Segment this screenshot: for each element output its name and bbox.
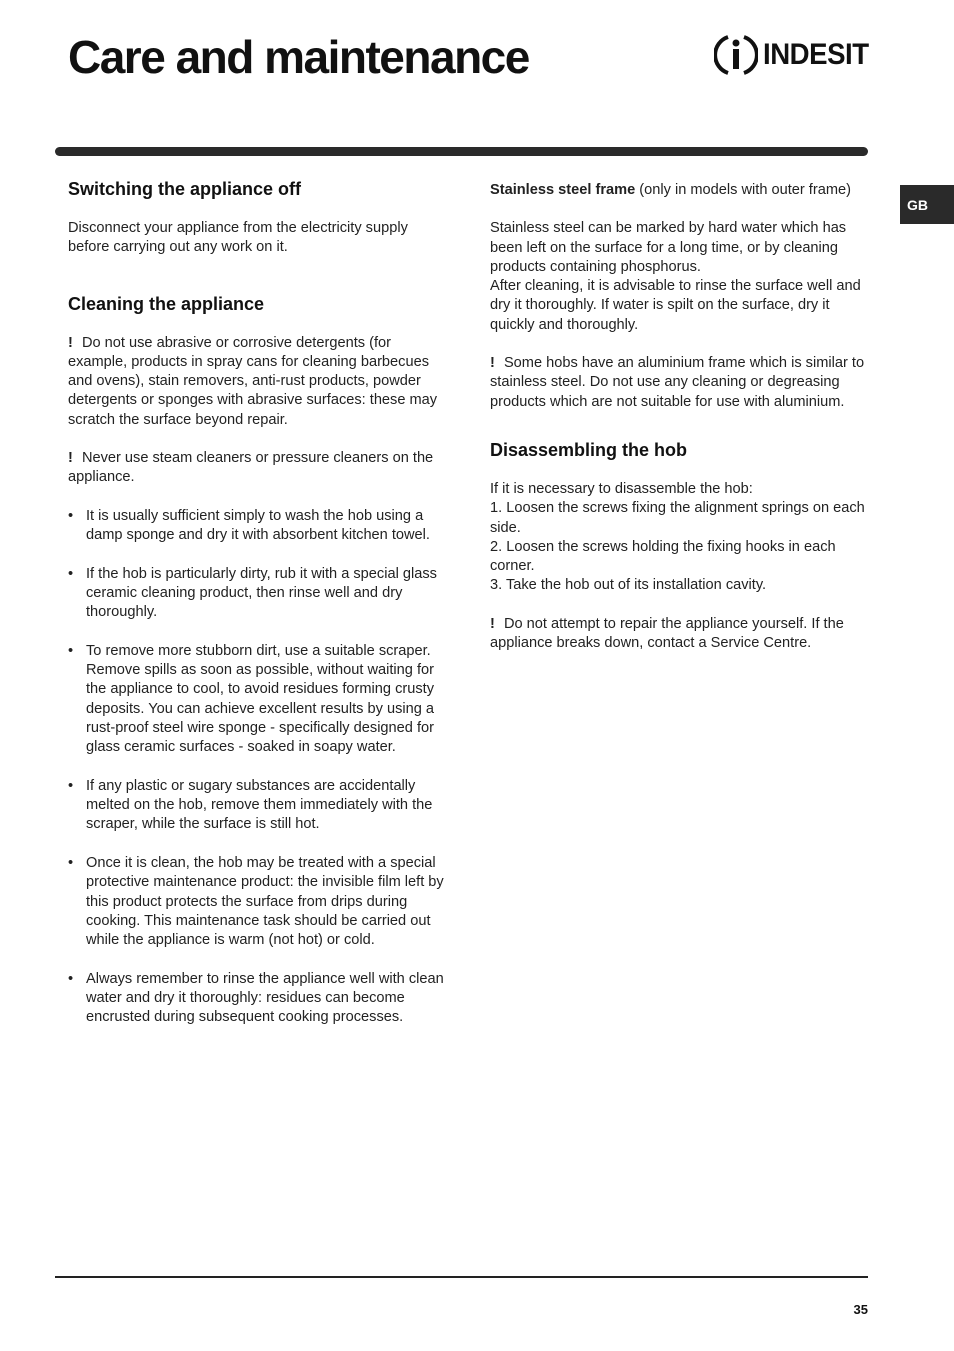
list-item-text: If the hob is particularly dirty, rub it with a special glass ceramic cleaning product, then rinse well and dry thoroughly. <box>86 565 437 621</box>
disassembling-intro: If it is necessary to disassemble the hob: <box>490 480 753 497</box>
list-item <box>68 565 444 623</box>
brand-logo <box>714 33 870 77</box>
list-item-text: To remove more stubborn dirt, use a suitable scraper. Remove spills as soon as possible, without waiting for the appliance to cool, to avoid residues forming crusty deposits. You can achieve excellent results by using a rust-proof steel wire sponge - specifically designed for glass ceramic surfaces - soaked in soapy water. <box>86 642 435 756</box>
list-item <box>68 507 444 546</box>
bullet-mark: • <box>68 855 74 872</box>
stainless-steel-text-2: After cleaning, it is advisable to rinse the surface well and dry it thoroughly. If water is spilt on the surface, dry it quickly and thoroughly. <box>490 278 861 333</box>
disassembling-step: 2. Loosen the screws holding the fixing hooks in each corner. <box>490 538 836 575</box>
list-item <box>68 777 444 835</box>
footer-rule <box>55 1276 868 1278</box>
list-item-text: Once it is clean, the hob may be treated with a special protective maintenance product: the invisible film left by this product protects the surface from drips during cooking. This maintenance task should be carried out while the appliance is warm (not hot) or cold. <box>86 855 444 949</box>
warning-mark: ! <box>68 334 73 351</box>
page-number: 35 <box>853 1302 868 1317</box>
stainless-steel-label: Stainless steel frame <box>490 182 636 198</box>
section-heading-switching-off: Switching the appliance off <box>68 179 302 199</box>
bullet-mark: • <box>68 565 74 582</box>
language-tab: GB <box>900 185 954 224</box>
section-heading-cleaning: Cleaning the appliance <box>68 293 265 314</box>
cleaning-warning-1 <box>68 334 444 430</box>
list-item-text: It is usually sufficient simply to wash the hob using a damp sponge and dry it with absorbent kitchen towel. <box>86 507 430 543</box>
repair-warning <box>490 615 870 654</box>
aluminium-warning <box>490 354 870 412</box>
stainless-steel-intro <box>490 181 870 200</box>
list-item-text: Always remember to rinse the appliance well with clean water and dry it thoroughly: residues can become encrusted during subsequent cooking processes. <box>86 970 444 1026</box>
repair-warning-text: Do not attempt to repair the appliance yourself. If the appliance breaks down, contact a Service Centre. <box>490 615 844 652</box>
page-title: Care and maintenance <box>68 31 529 83</box>
bullet-mark: • <box>68 777 74 794</box>
warning-mark: ! <box>490 615 495 632</box>
disassembling-step: 1. Loosen the screws fixing the alignment springs on each side. <box>490 500 865 536</box>
header-rule <box>55 147 868 156</box>
left-column <box>68 178 444 1047</box>
bullet-mark: • <box>68 642 74 659</box>
warning-mark: ! <box>490 355 495 372</box>
aluminium-warning-text: Some hobs have an aluminium frame which is similar to stainless steel. Do not use any cleaning or degreasing products which are not suitable for use with aluminium. <box>490 355 865 410</box>
section-heading-disassembling: Disassembling the hob <box>490 439 688 460</box>
bullet-mark: • <box>68 970 74 987</box>
brand-name: INDESIT <box>763 38 869 71</box>
list-item <box>68 854 444 950</box>
disassembling-step: 3. Take the hob out of its installation cavity. <box>490 577 767 594</box>
right-column <box>490 181 870 653</box>
cleaning-warning-2-text: Never use steam cleaners or pressure cleaners on the appliance. <box>68 450 434 486</box>
indesit-logo-icon <box>714 33 758 77</box>
bullet-mark: • <box>68 507 74 524</box>
switching-off-text: Disconnect your appliance from the electricity supply before carrying out any work on it. <box>68 220 408 256</box>
cleaning-bullet-list <box>68 507 444 1028</box>
cleaning-warning-1-text: Do not use abrasive or corrosive detergents (for example, products in spray cans for cleaning barbecues and ovens), stain removers, anti-rust products, powder detergents or sponges with abrasive surfaces: these may scratch the surface beyond repair. <box>68 334 438 428</box>
list-item-text: If any plastic or sugary substances are accidentally melted on the hob, remove them immediately with the scraper, while the surface is still hot. <box>86 777 433 833</box>
cleaning-warning-2 <box>68 449 444 488</box>
list-item <box>68 970 444 1028</box>
stainless-steel-note: (only in models with outer frame) <box>639 182 851 198</box>
list-item <box>68 642 444 758</box>
warning-mark: ! <box>68 450 73 467</box>
stainless-steel-text: Stainless steel can be marked by hard water which has been left on the surface for a long time, or by cleaning products containing phosphorus. <box>490 220 847 275</box>
